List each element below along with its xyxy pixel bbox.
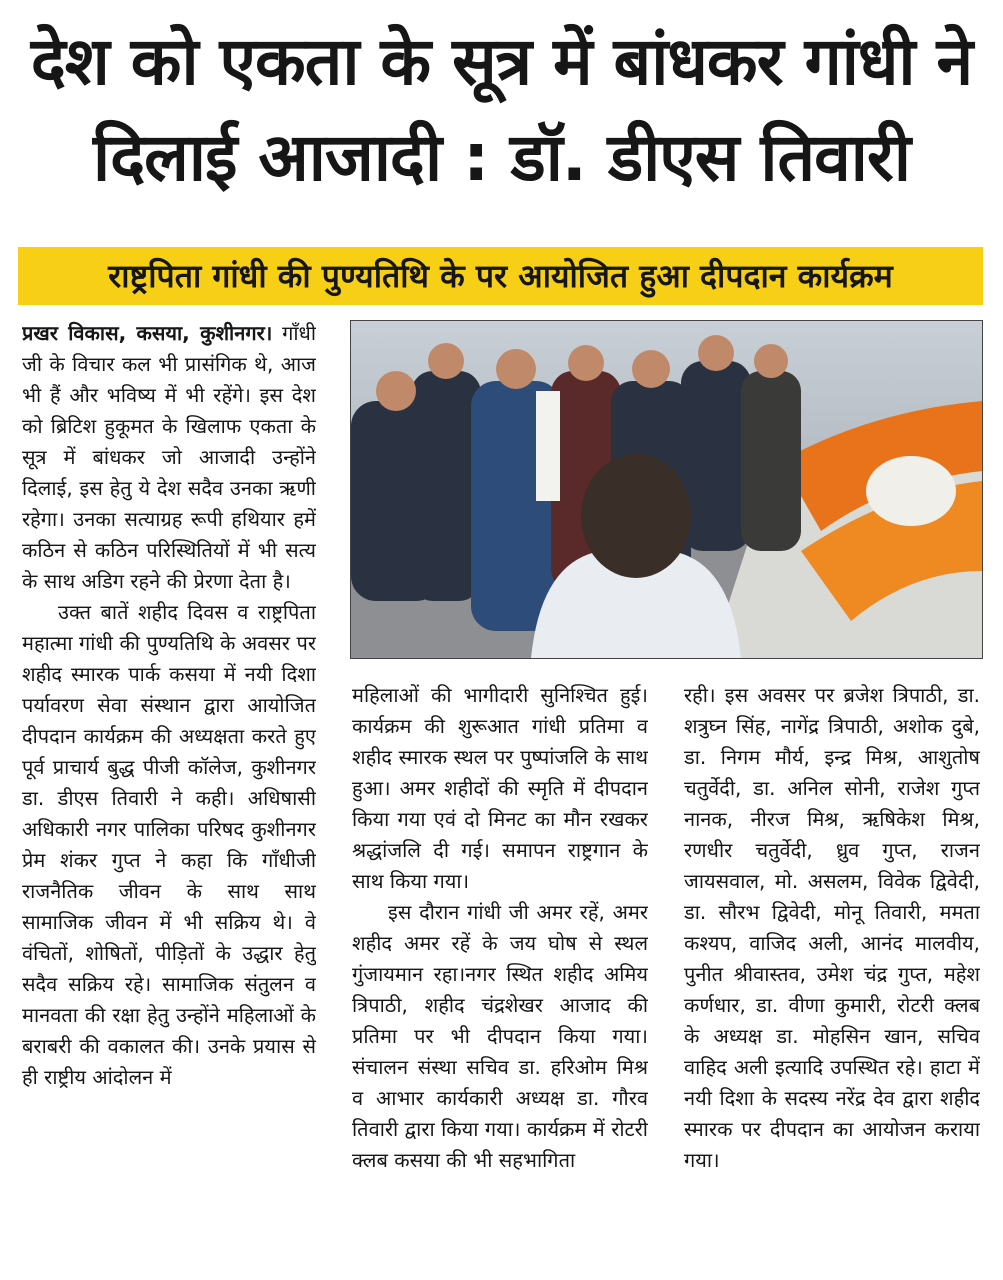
article-column-1 — [22, 318, 316, 1273]
headline: देश को एकता के सूत्र में बांधकर गांधी ने दिलाई आजादी : डॉ. डीएस तिवारी — [30, 23, 973, 196]
paragraph-text: गाँधी जी के विचार कल भी प्रासंगिक थे, आज भी हैं और भविष्य में भी रहेंगे। इस देश को ब्रिटिश हुकूमत के खिलाफ एकता के सूत्र में बांधकर जो आजादी उन्होंने दिलाई, इस हेतु ये देश सदैव उनका ऋणी रहेगा। उनका सत्याग्रह रूपी हथियार हमें कठिन से कठिन परिस्थितियों में भी सत्य के साथ अडिग रहने की प्रेरणा देता है। — [22, 321, 316, 593]
subheadline: राष्ट्रपिता गांधी की पुण्यतिथि के पर आयोजित हुआ दीपदान कार्यक्रम — [108, 257, 893, 295]
subheadline-band — [18, 247, 983, 305]
article-column-2 — [352, 680, 648, 1273]
article-paragraph: उक्त बातें शहीद दिवस व राष्ट्रपिता महात्मा गांधी की पुण्यतिथि के अवसर पर शहीद स्मारक पार्क कसया में नयी दिशा पर्यावरण सेवा संस्थान द्वारा आयोजित दीपदान कार्यक्रम की अध्यक्षता करते हुए पूर्व प्राचार्य बुद्ध पीजी कॉलेज, कुशीनगर डा. डीएस तिवारी ने कही। अधिषासी अधिकारी नगर पालिका परिषद कुशीनगर प्रेम शंकर गुप्त ने कहा कि गाँधीजी राजनैतिक जीवन के साथ साथ सामाजिक जीवन में भी सक्रिय थे। वे वंचितों, शोषितों, पीड़ितों के उद्धार हेतु सदैव सक्रिय रहे। सामाजिक संतुलन व मानवता की रक्षा हेतु उन्होंने महिलाओं के बराबरी की वकालत की। उनके प्रयास से ही राष्ट्रीय आंदोलन में — [22, 600, 316, 1089]
article-paragraph: इस दौरान गांधी जी अमर रहें, अमर शहीद अमर रहें के जय घोष से स्थल गुंजायमान रहा।नगर स्थित शहीद अमिय त्रिपाठी, शहीद चंद्रशेखर आजाद की प्रतिमा पर भी दीपदान किया गया। संचालन संस्था सचिव डा. हरिओम मिश्र व आभार कार्यकारी अध्यक्ष डा. गौरव तिवारी द्वारा किया गया। कार्यक्रम में रोटरी क्लब कसया की भी सहभागिता — [352, 900, 648, 1172]
article-paragraph — [22, 318, 316, 597]
article-column-3 — [684, 680, 980, 1273]
event-photo — [350, 320, 983, 659]
article-paragraph: रही। इस अवसर पर ब्रजेश त्रिपाठी, डा. शत्रुघ्न सिंह, नागेंद्र त्रिपाठी, अशोक दुबे, डा. निगम मौर्य, इन्द्र मिश्र, आशुतोष चतुर्वेदी, डा. अनिल सोनी, राजेश गुप्त नानक, नीरज मिश्र, ऋषिकेश मिश्र, रणधीर चतुर्वेदी, ध्रुव गुप्त, राजन जायसवाल, मो. असलम, विवेक द्विवेदी, डा. सौरभ द्विवेदी, मोनू तिवारी, ममता कश्यप, वाजिद अली, आनंद मालवीय, पुनीत श्रीवास्तव, उमेश चंद्र गुप्त, महेश कर्णधार, डा. वीणा कुमारी, रोटरी क्लब के अध्यक्ष डा. मोहसिन खान, सचिव वाहिद अली इत्यादि उपस्थित रहे। हाटा में नयी दिशा के सदस्य नरेंद्र देव द्वारा शहीद स्मारक पर दीपदान का आयोजन कराया गया। — [684, 683, 980, 1172]
dateline: प्रखर विकास, कसया, कुशीनगर। — [22, 321, 273, 345]
article-paragraph: महिलाओं की भागीदारी सुनिश्चित हुई। कार्यक्रम की शुरूआत गांधी प्रतिमा व शहीद स्मारक स्थल पर पुष्पांजलि के साथ हुआ। अमर शहीदों की स्मृति में दीपदान किया गया एवं दो मिनट का मौन रखकर श्रद्धांजलि दी गई। समापन राष्ट्रगान के साथ किया गया। — [352, 683, 648, 893]
